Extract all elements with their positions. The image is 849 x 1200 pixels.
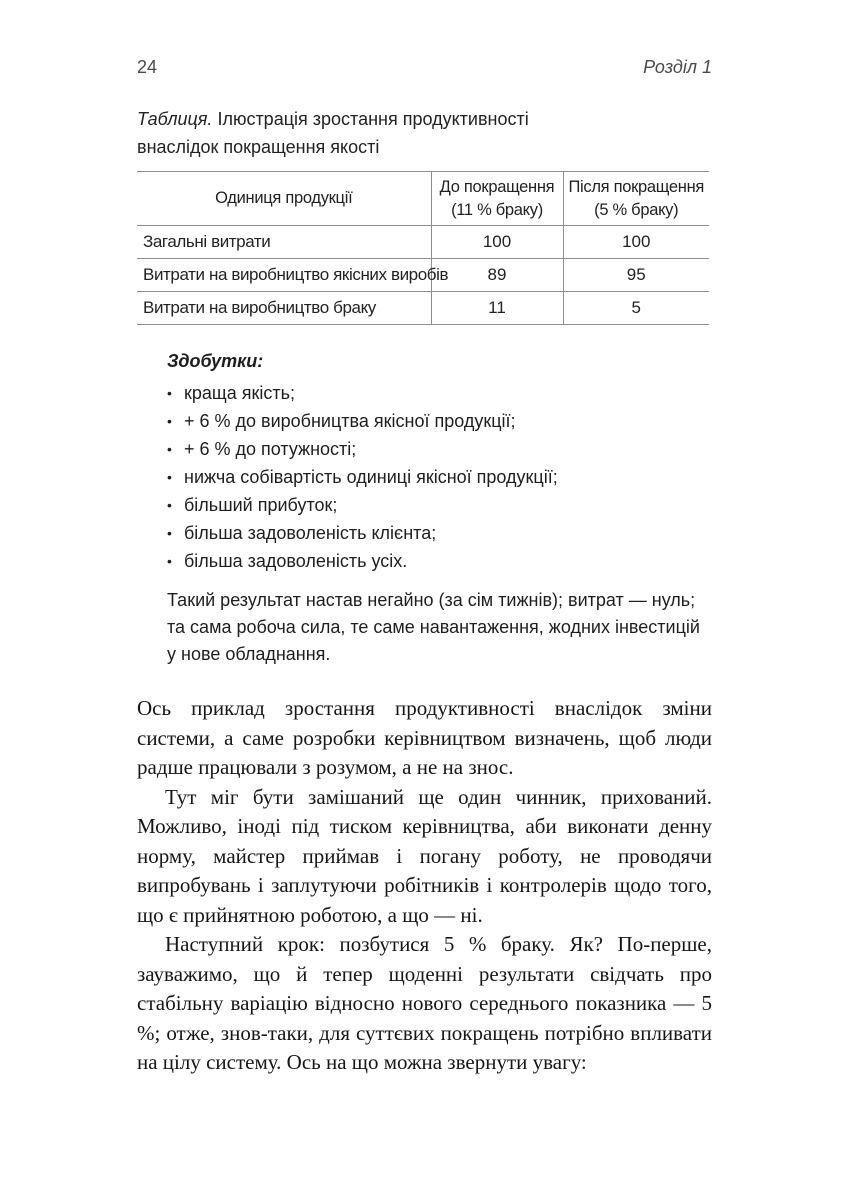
body-paragraph: Ось приклад зростання продуктивності внаслідок зміни системи, а саме розробки керівництвом визначень, щоб люди радше працювали з розумом, а не на знос.: [137, 696, 712, 779]
body-paragraph: Наступний крок: позбутися 5 % браку. Як? По-перше, зауважимо, що й тепер щоденні результати свідчать про стабільну варіацію відносно нового середнього показника — 5 %; отже, знов-таки, для суттєвих покращень потрібно впливати на цілу систему. Ось на що можна звернути увагу:: [137, 932, 712, 1074]
gains-list-item: [167, 435, 707, 463]
gains-list-item: [167, 463, 707, 491]
table-caption: [137, 105, 561, 161]
gains-item-text: більша задоволеність клієнта;: [184, 523, 437, 543]
row-label-cell: Витрати на виробництво браку: [143, 298, 376, 317]
body-paragraph: Тут міг бути замішаний ще один чинник, прихований. Можливо, іноді під тиском керівництва, аби виконати денну норму, майстер приймав і погану роботу, не проводячи випробувань і заплутуючи робітників і контролерів щодо того, що є прийнятною роботою, а що — ні.: [137, 784, 712, 927]
gains-item-text: більша задоволеність усіх.: [184, 551, 408, 571]
before-value-cell: 100: [431, 226, 563, 259]
gains-item-text: краща якість;: [184, 383, 295, 403]
header-cell-before: До покращення (11 % браку): [431, 172, 563, 226]
header-cell-after: Після покращення (5 % браку): [563, 172, 709, 226]
table-row: [137, 226, 709, 259]
gains-list-item: [167, 547, 707, 575]
bullet-icon: •: [167, 385, 172, 401]
gains-list: [167, 379, 707, 575]
running-head: [137, 55, 712, 79]
body-text: [137, 694, 712, 1078]
caption-text: Ілюстрація зростання продуктивності внаслідок покращення якості: [137, 109, 529, 157]
gains-list-item: [167, 407, 707, 435]
gains-section: [167, 347, 707, 668]
row-label-cell: Загальні витрати: [143, 232, 271, 251]
table-header-row: [137, 172, 709, 226]
page-number: 24: [137, 57, 158, 77]
after-value-cell: 5: [563, 292, 709, 325]
bullet-icon: •: [167, 497, 172, 513]
gains-list-item: [167, 491, 707, 519]
bullet-icon: •: [167, 413, 172, 429]
gains-item-text: нижча собівартість одиниці якісної продукції;: [184, 467, 558, 487]
gains-item-text: більший прибуток;: [184, 495, 338, 515]
chapter-label: Розділ 1: [643, 57, 712, 77]
caption-label: Таблиця.: [137, 109, 213, 129]
gains-item-text: + 6 % до потужності;: [184, 439, 357, 459]
gains-list-item: [167, 379, 707, 407]
page-content: [137, 55, 712, 1078]
after-value-cell: 95: [563, 259, 709, 292]
before-value-cell: 11: [431, 292, 563, 325]
after-value-cell: 100: [563, 226, 709, 259]
bullet-icon: •: [167, 441, 172, 457]
bullet-icon: •: [167, 553, 172, 569]
gains-list-item: [167, 519, 707, 547]
before-value-cell: 89: [431, 259, 563, 292]
gains-heading: Здобутки:: [167, 351, 264, 371]
header-cell-product-unit: Одиниця продукції: [215, 189, 353, 207]
productivity-table: [137, 171, 709, 325]
row-label-cell: Витрати на виробництво якісних виробів: [143, 265, 449, 284]
bullet-icon: •: [167, 469, 172, 485]
table-row: [137, 292, 709, 325]
table-body: [137, 226, 709, 325]
table-row: [137, 259, 709, 292]
bullet-icon: •: [167, 525, 172, 541]
result-note: Такий результат настав негайно (за сім тижнів); витрат — нуль; та сама робоча сила, те саме навантаження, жодних інвестицій у нове обладнання.: [167, 590, 700, 664]
gains-item-text: + 6 % до виробництва якісної продукції;: [184, 411, 516, 431]
